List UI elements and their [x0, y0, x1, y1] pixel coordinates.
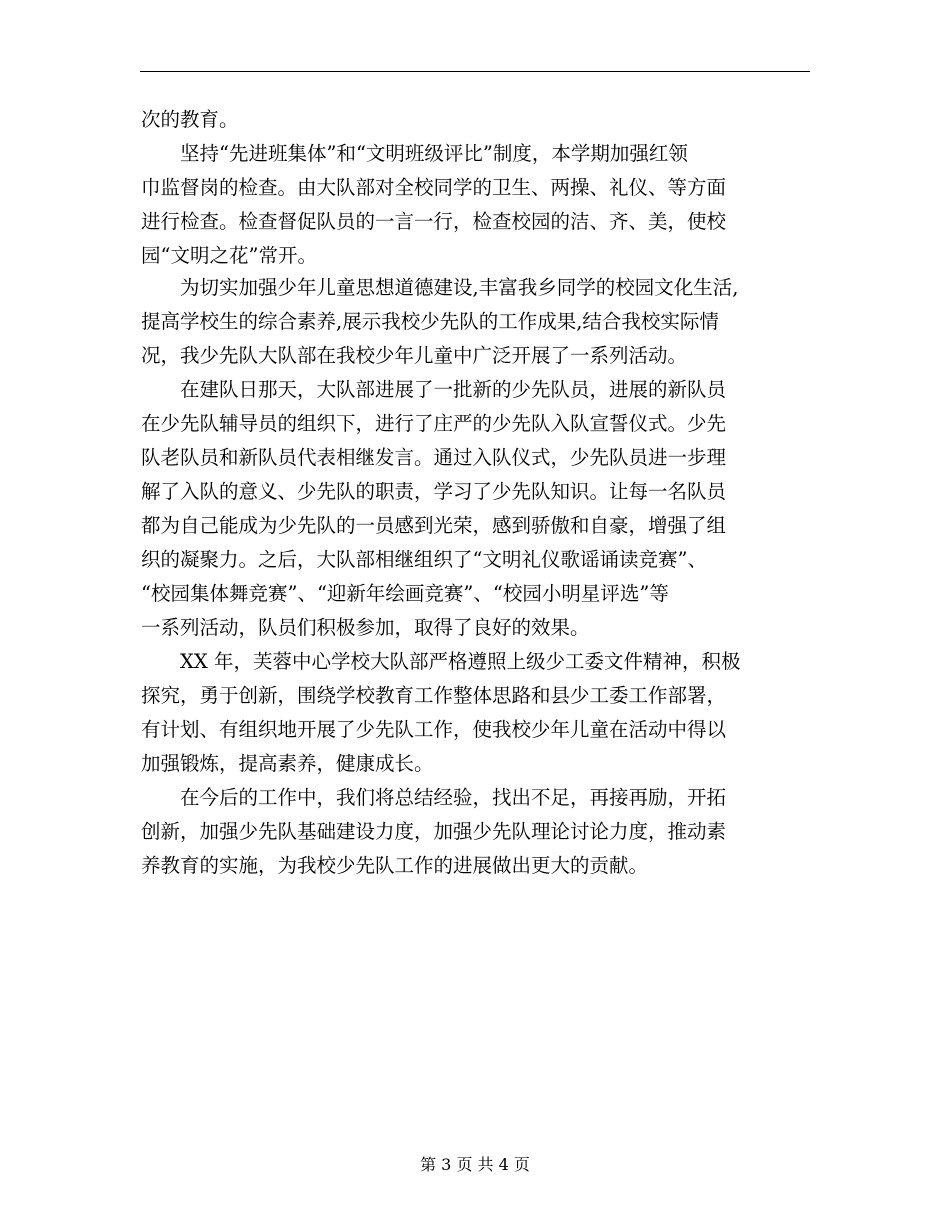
text-line: 巾监督岗的检查。由大队部对全校同学的卫生、两操、礼仪、等方面	[141, 176, 727, 199]
text-line: 养教育的实施，为我校少先队工作的进展做出更大的贡献。	[141, 854, 649, 877]
text-line: 在建队日那天，大队部进展了一批新的少先队员，进展的新队员	[141, 378, 727, 401]
header-rule	[140, 71, 810, 72]
text-line: XX 年，芙蓉中心学校大队部严格遵照上级少工委文件精神，积极	[141, 650, 741, 673]
text-line: 创新，加强少先队基础建设力度，加强少先队理论讨论力度，推动素	[141, 820, 727, 843]
text-line: 一系列活动，队员们积极参加，取得了良好的效果。	[141, 616, 590, 639]
text-line: 都为自己能成为少先队的一员感到光荣，感到骄傲和自豪，增强了组	[141, 514, 727, 537]
text-line: 园“文明之花”常开。	[141, 244, 317, 267]
text-line: 织的凝聚力。之后，大队部相继组织了“文明礼仪歌谣诵读竞赛”、	[141, 548, 707, 571]
text-line: 有计划、有组织地开展了少先队工作，使我校少年儿童在活动中得以	[141, 718, 727, 741]
text-line: 在今后的工作中，我们将总结经验，找出不足，再接再励，开拓	[141, 786, 727, 809]
text-line: 加强锻炼，提高素养，健康成长。	[141, 752, 434, 775]
text-line: 探究，勇于创新，围绕学校教育工作整体思路和县少工委工作部署，	[141, 684, 727, 707]
page-number-footer: 第 3 页 共 4 页	[420, 1155, 530, 1174]
text-line: 为切实加强少年儿童思想道德建设,丰富我乡同学的校园文化生活,	[141, 276, 739, 299]
text-line: 在少先队辅导员的组织下，进行了庄严的少先队入队宣誓仪式。少先	[141, 412, 727, 435]
text-line: 提高学校生的综合素养,展示我校少先队的工作成果,结合我校实际情	[141, 310, 719, 333]
text-line: 进行检查。检查督促队员的一言一行，检查校园的洁、齐、美，使校	[141, 210, 727, 233]
text-line: 况，我少先队大队部在我校少年儿童中广泛开展了一系列活动。	[141, 344, 688, 367]
text-line: 解了入队的意义、少先队的职责，学习了少先队知识。让每一名队员	[141, 480, 727, 503]
text-line: “校园集体舞竞赛”、“迎新年绘画竞赛”、“校园小明星评选”等	[141, 582, 669, 605]
text-line: 坚持“先进班集体”和“文明班级评比”制度，本学期加强红领	[141, 142, 688, 165]
text-line: 队老队员和新队员代表相继发言。通过入队仪式，少先队员进一步理	[141, 446, 727, 469]
text-line: 次的教育。	[141, 108, 239, 131]
